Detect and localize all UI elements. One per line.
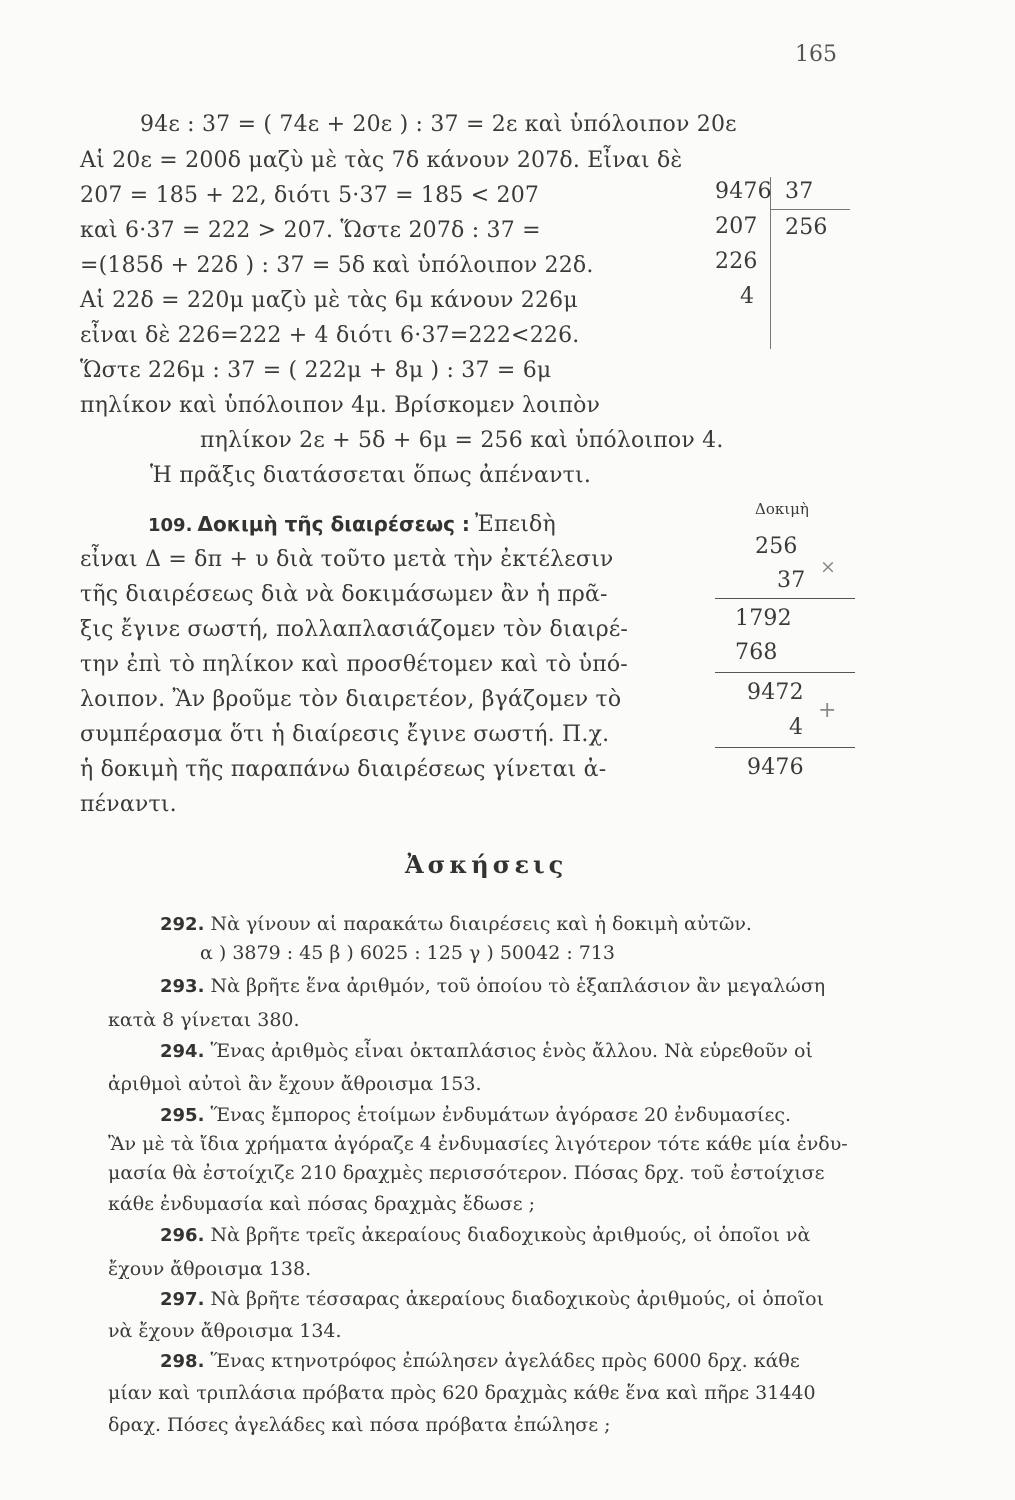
- text-line: Αἱ 20ε = 200δ μαζὺ μὲ τὰς 7δ κάνουν 207δ. Εἶναι δὲ: [80, 148, 683, 173]
- section-line: ἡ δοκιμὴ τῆς παραπάνω διαιρέσεως γίνεται ἀ-: [80, 757, 607, 782]
- dividend: 9476: [715, 179, 772, 204]
- exercise-number: 297.: [160, 1289, 205, 1310]
- exercise-line: μίαν καὶ τριπλάσια πρόβατα πρὸς 620 δραχμὰς κάθε ἕνα καὶ πῆρε 31440: [108, 1382, 816, 1404]
- proof-calculation: [705, 500, 865, 800]
- division-horizontal-rule: [770, 209, 850, 210]
- text-line: πηλίκον 2ε + 5δ + 6μ = 256 καὶ ὑπόλοιπον 4.: [200, 428, 724, 453]
- section-line: εἶναι Δ = δπ + υ διὰ τοῦτο μετὰ τὴν ἐκτέλεσιν: [80, 547, 614, 572]
- exercise-number: 294.: [160, 1041, 205, 1062]
- text-line: εἶναι δὲ 226=222 + 4 διότι 6·37=222<226.: [80, 323, 580, 348]
- exercise-text: Νὰ βρῆτε τέσσαρας ἀκεραίους διαδοχικοὺς ἀριθμούς, οἱ ὁποῖοι: [204, 1288, 825, 1310]
- proof-row: 1792: [735, 606, 792, 631]
- section-line: ξις ἔγινε σωστή, πολλαπλασιάζομεν τὸν διαιρέ-: [80, 617, 629, 642]
- exercise-text: Νὰ βρῆτε τρεῖς ἀκεραίους διαδοχικοὺς ἀριθμούς, οἱ ὁποῖοι νὰ: [204, 1224, 811, 1246]
- exercise-line: ἔχουν ἄθροισμα 138.: [108, 1258, 312, 1280]
- exercise-text: Ἕνας κτηνοτρόφος ἐπώλησεν ἀγελάδες πρὸς 6000 δρχ. κάθε: [204, 1350, 800, 1372]
- exercise-line: Ἂν μὲ τὰ ἴδια χρήματα ἀγόραζε 4 ἐνδυμασίες λιγότερον τότε κάθε μία ἐνδυ-: [108, 1133, 848, 1155]
- proof-row: 4: [789, 715, 804, 740]
- text-line: =(185δ + 22δ ) : 37 = 5δ καὶ ὑπόλοιπον 22δ.: [80, 253, 594, 278]
- exercise-line: δραχ. Πόσες ἀγελάδες καὶ πόσα πρόβατα ἐπώλησε ;: [108, 1414, 611, 1436]
- section-number: 109.: [148, 515, 193, 536]
- exercises-heading: Ἀσκήσεις: [405, 850, 568, 879]
- exercise-number: 296.: [160, 1225, 205, 1246]
- exercise-number: 295.: [160, 1105, 205, 1126]
- text-line: 207 = 185 + 22, διότι 5·37 = 185 < 207: [80, 183, 540, 208]
- exercise-first-line: [160, 975, 825, 997]
- exercise-first-line: [160, 913, 752, 935]
- exercise-text: Νὰ γίνουν αἱ παρακάτω διαιρέσεις καὶ ἡ δοκιμὴ αὐτῶν.: [204, 913, 752, 935]
- section-text: Ἐπειδὴ: [475, 512, 556, 537]
- exercise-line: ἀριθμοὶ αὐτοὶ ἂν ἔχουν ἄθροισμα 153.: [108, 1073, 482, 1095]
- proof-row: 9476: [747, 755, 804, 780]
- plus-sign: +: [818, 698, 837, 723]
- proof-label: Δοκιμὴ: [755, 500, 809, 518]
- proof-row: 9472: [747, 680, 804, 705]
- long-division: [690, 175, 880, 355]
- page-number: 165: [795, 42, 837, 67]
- division-step: 226: [715, 249, 758, 274]
- exercise-first-line: [160, 1288, 824, 1310]
- exercise-text: Ἕνας ἀριθμὸς εἶναι ὀκταπλάσιος ἑνὸς ἄλλου. Νὰ εὑρεθοῦν οἱ: [204, 1040, 813, 1062]
- text-line: 94ε : 37 = ( 74ε + 20ε ) : 37 = 2ε καὶ ὑπόλοιπον 20ε: [140, 112, 737, 137]
- exercise-first-line: [160, 1104, 791, 1126]
- quotient: 256: [785, 215, 828, 240]
- exercise-line: α ) 3879 : 45 β ) 6025 : 125 γ ) 50042 : 713: [200, 942, 616, 964]
- section-title: Δοκιμὴ τῆς διαιρέσεως :: [197, 512, 470, 536]
- exercise-number: 298.: [160, 1351, 205, 1372]
- section-line: πέναντι.: [80, 792, 177, 817]
- section-line: λοιπον. Ἂν βροῦμε τὸν διαιρετέον, βγάζομεν τὸ: [80, 687, 622, 712]
- exercise-number: 292.: [160, 914, 205, 935]
- text-line: καὶ 6·37 = 222 > 207. Ὥστε 207δ : 37 =: [80, 218, 541, 243]
- exercise-line: κατὰ 8 γίνεται 380.: [108, 1009, 300, 1031]
- proof-rule: [715, 672, 855, 673]
- exercise-first-line: [160, 1224, 810, 1246]
- text-line: Ἡ πρᾶξις διατάσσεται ὅπως ἀπέναντι.: [150, 463, 592, 488]
- proof-rule: [715, 747, 855, 748]
- section-line: συμπέρασμα ὅτι ἡ διαίρεσις ἔγινε σωστή. Π.χ.: [80, 722, 610, 747]
- divisor: 37: [785, 179, 814, 204]
- text-line: Ὥστε 226μ : 37 = ( 222μ + 8μ ) : 37 = 6μ: [80, 358, 552, 383]
- exercise-line: μασία θὰ ἐστοίχιζε 210 δραχμὲς περισσότερον. Πόσας δρχ. τοῦ ἐστοίχισε: [108, 1162, 825, 1184]
- division-step: 4: [740, 284, 755, 309]
- exercise-first-line: [160, 1350, 800, 1372]
- exercise-text: Νὰ βρῆτε ἕνα ἀριθμόν, τοῦ ὁποίου τὸ ἑξαπλάσιον ἂν μεγαλώση: [204, 975, 826, 997]
- division-step: 207: [715, 214, 758, 239]
- proof-row: 37: [777, 568, 806, 593]
- section-line: την ἐπὶ τὸ πηλίκον καὶ προσθέτομεν καὶ τὸ ὑπό-: [80, 652, 628, 677]
- proof-rule: [715, 598, 855, 599]
- times-sign: ×: [820, 556, 836, 578]
- proof-row: 256: [755, 534, 798, 559]
- text-line: πηλίκον καὶ ὑπόλοιπον 4μ. Βρίσκομεν λοιπὸν: [80, 393, 601, 418]
- exercise-first-line: [160, 1040, 813, 1062]
- section-line: τῆς διαιρέσεως διὰ νὰ δοκιμάσωμεν ἂν ἡ πρᾶ-: [80, 582, 608, 607]
- text-line: Αἱ 22δ = 220μ μαζὺ μὲ τὰς 6μ κάνουν 226μ: [80, 288, 578, 313]
- exercise-text: Ἕνας ἔμπορος ἑτοίμων ἐνδυμάτων ἀγόρασε 20 ἐνδυμασίες.: [204, 1104, 792, 1126]
- proof-row: 768: [735, 640, 778, 665]
- exercise-number: 293.: [160, 976, 205, 997]
- exercise-line: νὰ ἔχουν ἄθροισμα 134.: [108, 1320, 342, 1342]
- section-heading: [148, 512, 556, 537]
- exercise-line: κάθε ἐνδυμασία καὶ πόσας δραχμὰς ἔδωσε ;: [108, 1193, 536, 1215]
